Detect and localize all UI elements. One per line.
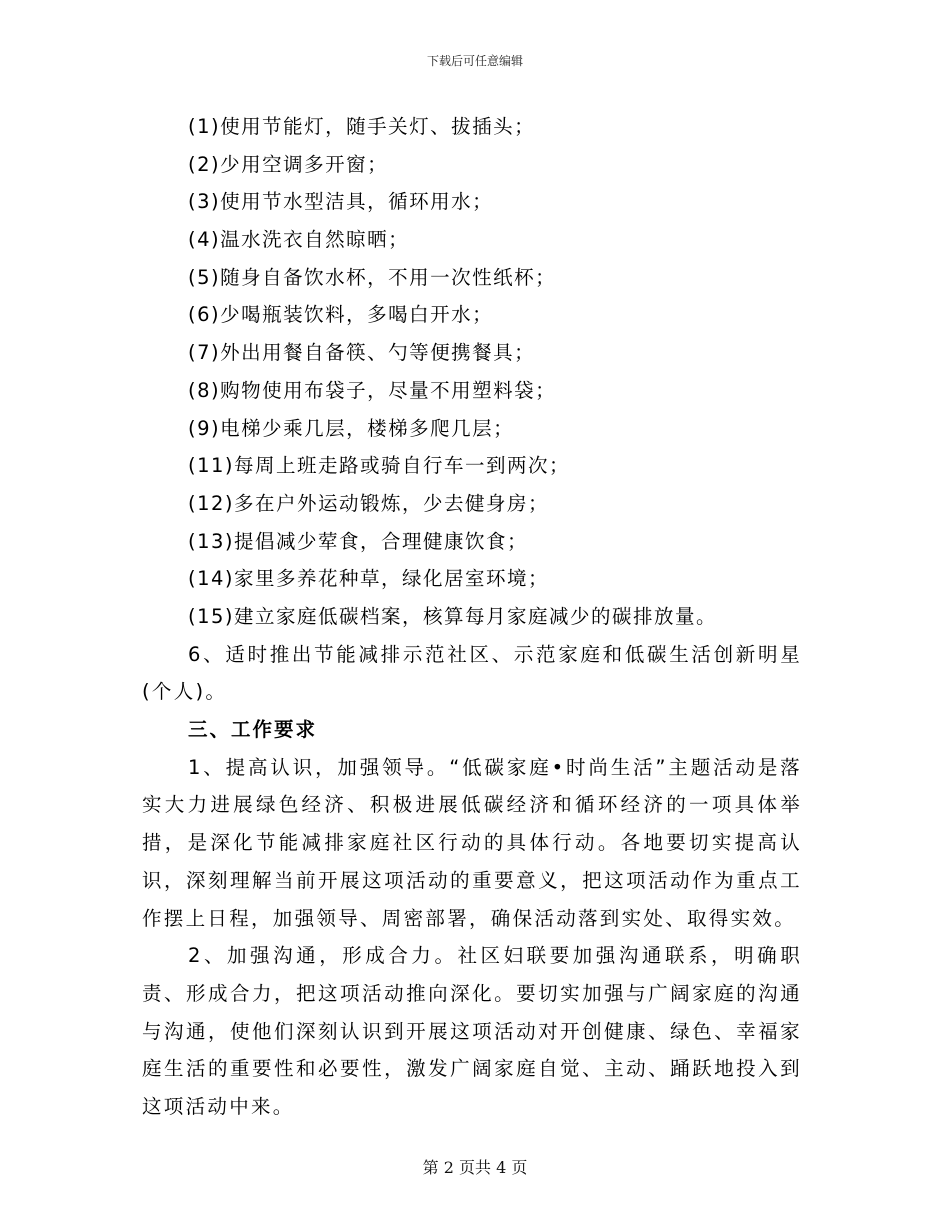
list-item: (3)使用节水型洁具，循环用水；: [188, 190, 494, 214]
list-item: (15)建立家庭低碳档案，核算每月家庭减少的碳排放量。: [188, 604, 718, 628]
list-item: (12)多在户外运动锻炼，少去健身房；: [188, 491, 550, 515]
list-item: (5)随身自备饮水杯，不用一次性纸杯；: [188, 265, 557, 289]
page-header: 下载后可任意编辑: [426, 54, 523, 68]
list-item: (14)家里多养花种草，绿化居室环境；: [188, 567, 550, 591]
requirement-paragraph-1: 1、提高认识，加强领导。“低碳家庭•时尚生活”主题活动是落实大力进展绿色经济、积极进展低碳经济和循环经济的一项具体举措，是深化节能减排家庭社区行动的具体行动。各地要切实提高认识，深刻理解当前开展这项活动的重要意义，把这项活动作为重点工作摆上日程，加强领导、周密部署，确保活动落到实处、取得实效。: [142, 755, 802, 930]
list-item: (1)使用节能灯，随手关灯、拔插头；: [188, 115, 536, 138]
item-6-paragraph: 6、适时推出节能减排示范社区、示范家庭和低碳生活创新明星(个人)。: [142, 642, 802, 704]
page-footer: 第 2 页共 4 页: [422, 1158, 528, 1177]
list-item: (2)少用空调多开窗；: [188, 152, 389, 176]
list-item: (4)温水洗衣自然晾晒；: [188, 228, 410, 252]
list-item: (7)外出用餐自备筷、勺等便携餐具；: [188, 341, 536, 365]
document-body: [142, 108, 802, 1126]
requirement-paragraph-2: 2、加强沟通，形成合力。社区妇联要加强沟通联系，明确职责、形成合力，把这项活动推向深化。要切实加强与广阔家庭的沟通与沟通，使他们深刻认识到开展这项活动对开创健康、绿色、幸福家庭生活的重要性和必要性，激发广阔家庭自觉、主动、踊跃地投入到这项活动中来。: [142, 944, 802, 1119]
list-item: (9)电梯少乘几层，楼梯多爬几层；: [188, 416, 515, 440]
section-heading: 三、工作要求: [188, 718, 318, 742]
list-item: (8)购物使用布袋子，尽量不用塑料袋；: [188, 378, 557, 402]
list-item: (11)每周上班走路或骑自行车一到两次；: [188, 454, 571, 478]
list-item: (13)提倡减少荤食，合理健康饮食；: [188, 529, 529, 553]
list-item: (6)少喝瓶装饮料，多喝白开水；: [188, 303, 494, 327]
